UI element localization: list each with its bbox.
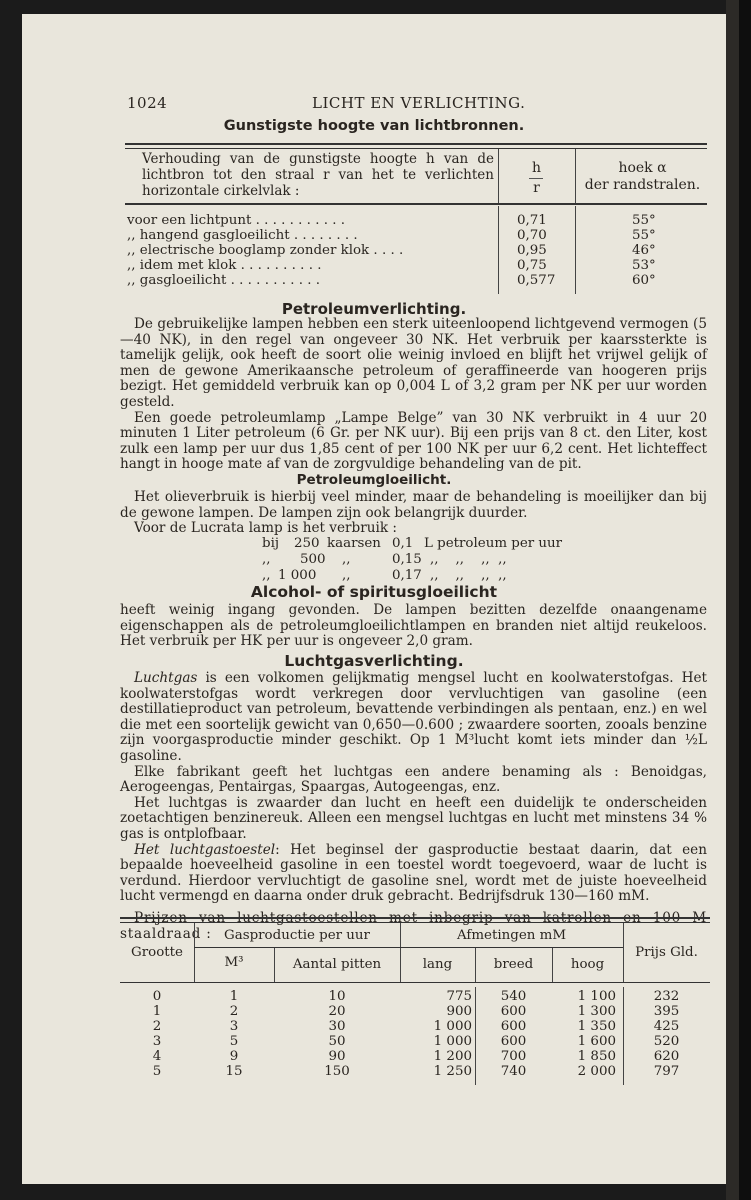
t2-r0-hoog: 1 100 — [577, 989, 616, 1004]
t1-row-0-angle: 55° — [632, 213, 656, 228]
t2-r3-m3: 5 — [229, 1034, 239, 1049]
alcohol-para-1: heeft weinig ingang gevonden. De lampen bezitten dezelfde onaangename eigenschappen als de petroleumgloeilichtlampen en branden niet altijd reukeloos. Het verbruik per HK per uur is ongeveer 2,0 gram. — [120, 602, 707, 650]
table1-col1-header: Verhouding van de gunstigste hoogte h van de lichtbron tot den straal r van het te verlichten horizontale cirkelvlak : — [142, 151, 494, 199]
t1-row-2-ratio: 0,95 — [517, 243, 547, 258]
table1-h-angle: hoek α — [618, 160, 667, 176]
t2-h-grootte: Grootte — [131, 945, 183, 960]
petroleum-para-2: Een goede petroleumlamp „Lampe Belge” van 30 NK verbruikt in 4 uur 20 minuten 1 Liter petroleum (6 Gr. per NK uur). Bij een prijs van 8 ct. den Liter, kost zulk een lamp per uur dus 1,85 cent of per 100 NK per uur 6,2 cent. Het lichteffect hangt in hooge mate af van de zorgvuldige behandeling van de pit. — [120, 409, 707, 473]
t2-r0-pitten: 10 — [328, 989, 346, 1004]
t2-r0-breed: 540 — [500, 989, 527, 1004]
t2-r3-breed: 600 — [500, 1034, 527, 1049]
table1-header-rule — [125, 203, 707, 205]
t2-r4-grootte: 4 — [152, 1049, 162, 1064]
t2-r2-m3: 3 — [229, 1019, 239, 1034]
t2-header-rule — [120, 982, 710, 983]
t1-row-3-label: ,, idem met klok . . . . . . . . . . — [127, 258, 322, 273]
t1-row-2-label: ,, electrische booglamp zonder klok . . . . — [127, 243, 404, 258]
usage-2-value: 0,17 — [392, 568, 422, 583]
usage-1-value: 0,15 — [392, 552, 422, 567]
usage-2-unit: ,, — [342, 568, 351, 583]
t2-h-breed: breed — [493, 957, 534, 972]
luchtgas-para-5: Prijzen van luchtgastoestellen met inbegrip van katrollen en 100 M staaldraad : — [120, 909, 707, 942]
t2-r3-grootte: 3 — [152, 1034, 162, 1049]
t2-r0-m3: 1 — [229, 989, 239, 1004]
usage-2-rest: ,, ,, ,, ,, — [430, 568, 507, 583]
usage-0-amount: 250 — [294, 536, 320, 551]
t2-r2-pitten: 30 — [328, 1019, 346, 1034]
t2-r3-prijs: 520 — [653, 1034, 680, 1049]
t2-r1-prijs: 395 — [653, 1004, 680, 1019]
t2-r1-lang: 900 — [446, 1004, 472, 1019]
usage-1-prefix: ,, — [262, 552, 271, 567]
t1-row-1-ratio: 0,70 — [517, 228, 547, 243]
alcohol-heading: Alcohol- of spiritusgloeilicht — [250, 583, 498, 601]
t2-r4-breed: 700 — [500, 1049, 527, 1064]
t2-r5-breed: 740 — [500, 1064, 527, 1079]
t2-r5-lang: 1 250 — [433, 1064, 472, 1079]
t2-h-gas: Gasproductie per uur — [224, 928, 370, 943]
t2-h-lang: lang — [422, 957, 453, 972]
table1-title: Gunstigste hoogte van lichtbronnen. — [223, 118, 525, 134]
table1-vline-3 — [498, 206, 499, 294]
t2-r4-lang: 1 200 — [433, 1049, 472, 1064]
usage-1-rest: ,, ,, ,, ,, — [430, 552, 507, 567]
t2-r5-pitten: 150 — [324, 1064, 350, 1079]
t2-r4-pitten: 90 — [328, 1049, 346, 1064]
t1-row-4-angle: 60° — [632, 273, 656, 288]
t2-r3-lang: 1 000 — [433, 1034, 472, 1049]
table1-fraction-bar — [529, 178, 543, 179]
table1-top-rule — [125, 143, 707, 145]
t2-h-hoog: hoog — [570, 957, 605, 972]
t2-r4-m3: 9 — [229, 1049, 239, 1064]
luchtgas-para-3: Het luchtgas is zwaarder dan lucht en heeft een duidelijk te onderscheiden zoetachtigen benzinereuk. Alleen een mengsel luchtgas en lucht met minstens 34 % gas is ontplofbaar. — [120, 794, 707, 842]
t2-r1-pitten: 20 — [328, 1004, 346, 1019]
table2-top-rule — [120, 917, 710, 919]
pg-para-1: Het olieverbruik is hierbij veel minder, maar de behandeling is moeilijker dan bij de gewone lampen. De lampen zijn ook belangrijk duurder. — [120, 489, 707, 521]
petroleumgloeilicht-heading: Petroleumgloeilicht. — [296, 472, 452, 488]
t2-h-pitten: Aantal pitten — [292, 957, 382, 972]
t2-r1-m3: 2 — [229, 1004, 239, 1019]
usage-0-prefix: bij — [262, 536, 280, 551]
table1-h-num: h — [531, 160, 542, 176]
table1-h-den: r — [533, 180, 540, 196]
t2-r4-prijs: 620 — [653, 1049, 680, 1064]
t2-r1-hoog: 1 300 — [577, 1004, 616, 1019]
t2-h-afm: Afmetingen mM — [456, 928, 567, 943]
table1-vline-4 — [575, 206, 576, 294]
petroleum-para-1: De gebruikelijke lampen hebben een sterk uiteenloopend lichtgevend vermogen (5—40 NK), in den regel van ongeveer 30 NK. Het verbruik per kaarssterkte is tamelijk gelijk, ook heeft de soort olie weinig invloed en blijft het vrijwel gelijk of men de gewone Amerikaansche petroleum of geraffineerde van hoogeren prijs bezigt. Het gemiddeld verbruik kan op 0,004 L of 3,2 gram per NK per uur worden gesteld. — [120, 316, 707, 410]
t2-r4-hoog: 1 850 — [577, 1049, 616, 1064]
t2-r0-lang: 775 — [446, 989, 472, 1004]
usage-2-prefix: ,, — [262, 568, 271, 583]
t2-r0-prijs: 232 — [653, 989, 680, 1004]
scan-border — [739, 0, 751, 1200]
t2-r3-pitten: 50 — [328, 1034, 346, 1049]
t1-row-3-ratio: 0,75 — [517, 258, 547, 273]
t2-sub-rule — [194, 947, 623, 948]
page-number: 1024 — [127, 94, 168, 112]
t2-r5-grootte: 5 — [152, 1064, 162, 1079]
table1-h-angle-b: der randstralen. — [584, 177, 701, 193]
luchtgas-para-1-text: is een volkomen gelijkmatig mengsel lucht en koolwaterstofgas. Het koolwaterstofgas wordt verkregen door vervluchtigen van gasoline (een destillatieproduct van petroleum, bevattende verbindingen als pentaan, enz.) en wel die met een soortelijk gewicht van 0,650—0.600 ; zwaardere soorten, zooals benzine zijn voorgasproductie minder geschikt. Op 1 M³lucht komt iets minder dan ½L gasoline. — [120, 670, 707, 764]
usage-1-amount: 500 — [300, 552, 326, 567]
usage-0-rest: L petroleum per uur — [424, 536, 563, 551]
luchtgas-heading: Luchtgasverlichting. — [284, 652, 464, 670]
t2-r5-hoog: 2 000 — [577, 1064, 616, 1079]
t1-row-1-label: ,, hangend gasgloeilicht . . . . . . . . — [127, 228, 358, 243]
t2-r2-grootte: 2 — [152, 1019, 162, 1034]
t2-r2-hoog: 1 350 — [577, 1019, 616, 1034]
t2-r0-grootte: 0 — [152, 989, 162, 1004]
table2-top-rule-2 — [120, 922, 710, 923]
luchtgas-para-4 — [120, 843, 707, 905]
t2-h-prijs: Prijs Gld. — [635, 945, 698, 960]
t1-row-3-angle: 53° — [632, 258, 656, 273]
t2-h-m3: M³ — [224, 955, 244, 970]
luchtgas-para-4-text: : Het beginsel der gasproductie bestaat daarin, dat een bepaalde hoeveelheid gasoline in een toestel wordt toegevoerd, waar de lucht is verdund. Hierdoor vervluchtigt de gasoline snel, wordt met de juiste hoeveelheid lucht vermengd en daarna onder druk gebracht. Bedrijfsdruk 130—160 mM. — [120, 841, 707, 905]
t2-r2-prijs: 425 — [653, 1019, 680, 1034]
pg-para-2: Voor de Lucrata lamp is het verbruik : — [134, 520, 397, 537]
petroleum-heading: Petroleumverlichting. — [281, 300, 467, 318]
t2-r1-grootte: 1 — [152, 1004, 162, 1019]
table1-top-rule-2 — [125, 148, 707, 149]
book-page — [22, 14, 726, 1184]
t2-r2-lang: 1 000 — [433, 1019, 472, 1034]
t2-r3-hoog: 1 600 — [577, 1034, 616, 1049]
t1-row-2-angle: 46° — [632, 243, 656, 258]
t2-r5-prijs: 797 — [653, 1064, 680, 1079]
luchtgas-lead-4: Het luchtgastoestel — [134, 841, 276, 858]
usage-0-unit: kaarsen — [327, 536, 381, 551]
t1-row-4-label: ,, gasgloeilicht . . . . . . . . . . . — [127, 273, 321, 288]
luchtgas-para-1 — [120, 671, 707, 765]
t1-row-0-label: voor een lichtpunt . . . . . . . . . . . — [127, 213, 345, 228]
usage-2-amount: 1 000 — [278, 568, 317, 583]
usage-0-value: 0,1 — [392, 536, 414, 551]
t2-r1-breed: 600 — [500, 1004, 527, 1019]
luchtgas-lead-1: Luchtgas — [134, 670, 198, 686]
t1-row-4-ratio: 0,577 — [517, 273, 556, 288]
luchtgas-para-2: Elke fabrikant geeft het luchtgas een andere benaming als : Benoidgas, Aerogeengas, Pentairgas, Spaargas, Autogeengas, enz. — [120, 763, 707, 796]
t2-r2-breed: 600 — [500, 1019, 527, 1034]
running-title: LICHT EN VERLICHTING. — [312, 94, 526, 112]
t1-row-0-ratio: 0,71 — [517, 213, 547, 228]
usage-1-unit: ,, — [342, 552, 351, 567]
t2-r5-m3: 15 — [225, 1064, 243, 1079]
t1-row-1-angle: 55° — [632, 228, 656, 243]
